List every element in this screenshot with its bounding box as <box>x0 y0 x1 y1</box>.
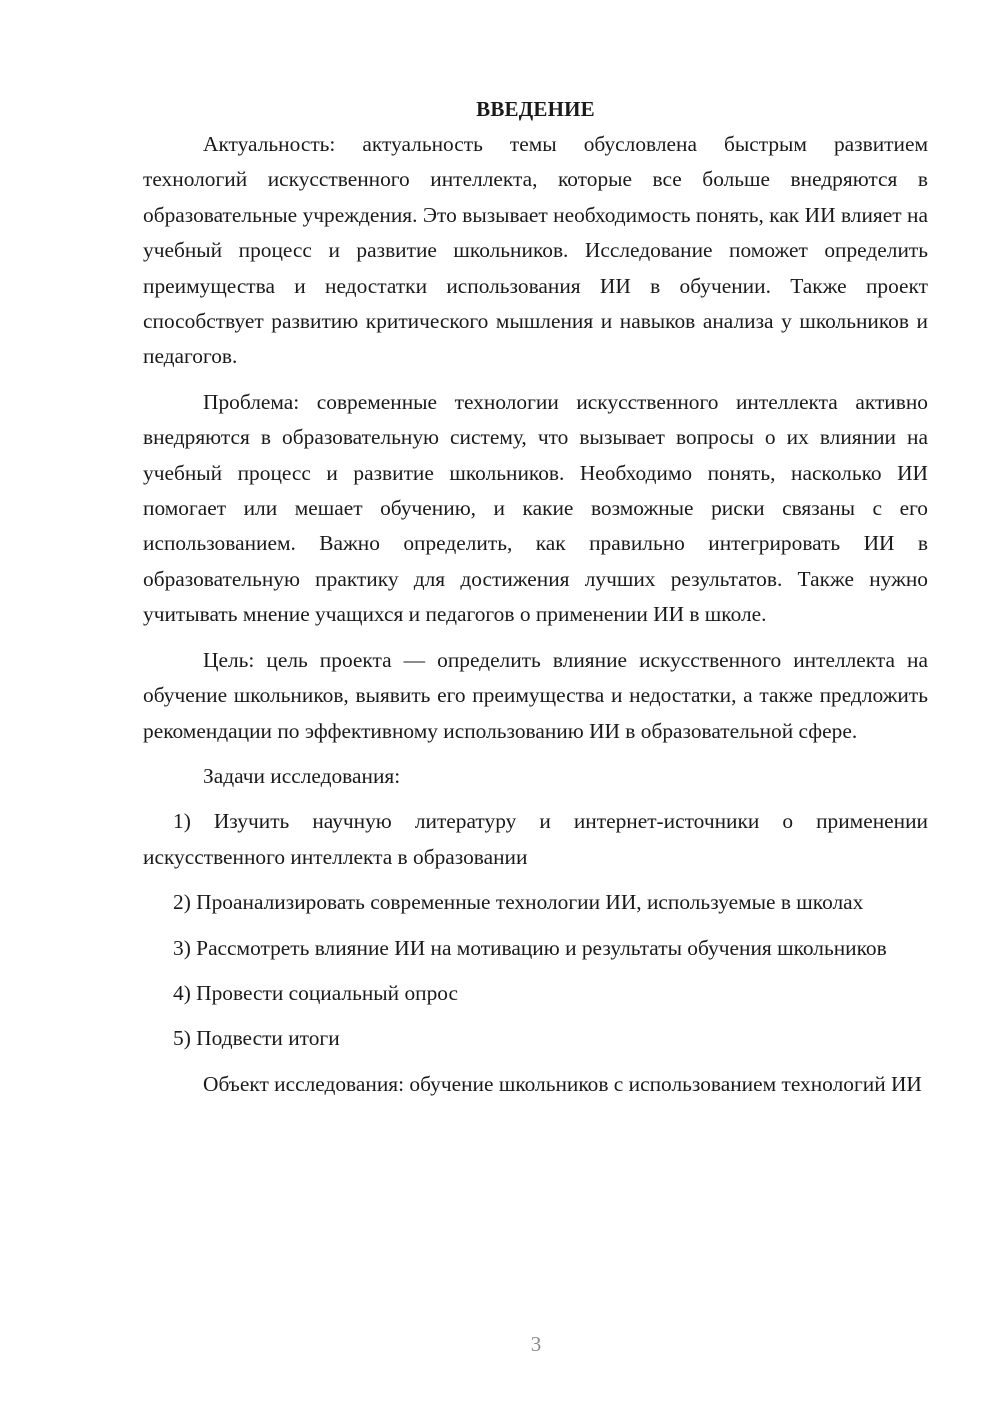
task-item: 1) Изучить научную литературу и интернет-источники о применении искусственного интеллекта в образовании <box>143 809 928 869</box>
goal-paragraph: Цель: цель проекта — определить влияние искусственного интеллекта на обучение школьников, выявить его преимущества и недостатки, а также предложить рекомендации по эффективному использованию ИИ в образовательной сфере. <box>143 647 928 743</box>
task-item: 3) Рассмотреть влияние ИИ на мотивацию и результаты обучения школьников <box>173 935 887 960</box>
section-heading: ВВЕДЕНИЕ <box>476 97 595 121</box>
relevance-paragraph: Актуальность: актуальность темы обусловлена быстрым развитием технологий искусственного интеллекта, которые все больше внедряются в образовательные учреждения. Это вызывает необходимость понять, как ИИ влияет на учебный процесс и развитие школьников. Исследование поможет определить преимущества и недостатки использования ИИ в обучении. Также проект способствует развитию критического мышления и навыков анализа у школьников и педагогов. <box>143 132 928 369</box>
task-item: 2) Проанализировать современные технологии ИИ, используемые в школах <box>173 890 864 915</box>
tasks-heading: Задачи исследования: <box>203 763 401 788</box>
object-paragraph: Объект исследования: обучение школьников с использованием технологий ИИ <box>203 1071 922 1096</box>
task-item: 4) Провести социальный опрос <box>173 980 459 1005</box>
document-page <box>143 92 928 1102</box>
problem-paragraph: Проблема: современные технологии искусственного интеллекта активно внедряются в образовательную систему, что вызывает вопросы о их влиянии на учебный процесс и развитие школьников. Необходимо понять, насколько ИИ помогает или мешает обучению, и какие возможные риски связаны с его использованием. Важно определить, как правильно интегрировать ИИ в образовательную практику для достижения лучших результатов. Также нужно учитывать мнение учащихся и педагогов о применении ИИ в школе. <box>143 389 928 627</box>
task-item: 5) Подвести итоги <box>173 1026 340 1051</box>
page-number: 3 <box>530 1332 542 1356</box>
